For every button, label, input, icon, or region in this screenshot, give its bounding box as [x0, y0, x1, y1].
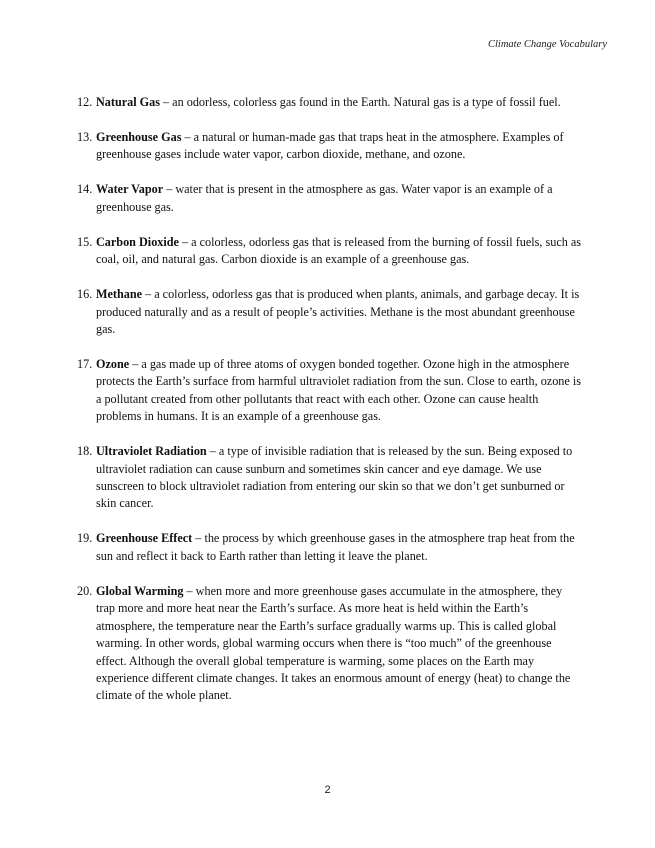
vocab-term: Greenhouse Gas: [96, 130, 182, 144]
item-number: 19.: [77, 531, 93, 546]
vocabulary-list: [77, 94, 582, 722]
vocab-term: Water Vapor: [96, 182, 164, 197]
running-header: Climate Change Vocabulary: [488, 39, 607, 50]
vocab-item-ultraviolet-radiation: [77, 443, 582, 513]
vocab-item-ozone: [77, 356, 582, 426]
vocab-item-greenhouse-gas: [77, 129, 582, 164]
vocab-definition: – a gas made up of three atoms of oxygen bonded together. Ozone high in the atmosphere protects the Earth’s surface from harmful ultraviolet radiation from the sun. Close to earth, ozone is a pollutant created from other pollutants that react with each other. Ozone can cause health problems in humans. It is an example of a greenhouse gas.: [96, 357, 581, 424]
vocab-definition: – a natural or human-made gas that traps heat in the atmosphere. Examples of greenhouse gases include water vapor, carbon dioxide, methane, and ozone.: [96, 130, 564, 162]
vocab-item-carbon-dioxide: [77, 234, 582, 269]
item-number: 13.: [77, 130, 93, 144]
vocab-term: Greenhouse Effect: [96, 531, 193, 546]
vocab-definition: – a colorless, odorless gas that is produced when plants, animals, and garbage decay. It is produced naturally and as a result of people’s activities. Methane is the most abundant greenhouse gas.: [96, 287, 580, 337]
vocab-definition: – an odorless, colorless gas found in the Earth. Natural gas is a type of fossil fuel.: [159, 95, 561, 109]
vocab-item-greenhouse-effect: [77, 530, 582, 565]
item-number: 16.: [77, 287, 93, 302]
item-number: 14.: [77, 182, 93, 197]
vocab-term: Global Warming: [96, 583, 184, 598]
vocab-definition: – when more and more greenhouse gases accumulate in the atmosphere, they trap more and more heat near the Earth’s surface. As more heat is held within the Earth’s atmosphere, the temperature near the Earth’s surface gradually warms up. This is called global warming. In other words, global warming occurs when there is “too much” of the greenhouse effect. Although the overall global temperature is warming, some places on the Earth may experience different climate changes. It takes an enormous amount of energy (heat) to change the climate of the whole planet.: [96, 583, 571, 703]
vocab-term: Ultraviolet Radiation: [96, 444, 207, 459]
vocab-term: Carbon Dioxide: [96, 234, 179, 249]
item-number: 17.: [77, 357, 93, 372]
vocab-definition: – the process by which greenhouse gases in the atmosphere trap heat from the sun and reflect it back to Earth rather than letting it leave the planet.: [96, 531, 575, 563]
vocab-definition: – water that is present in the atmosphere as gas. Water vapor is an example of a greenhouse gas.: [96, 182, 553, 214]
vocab-item-water-vapor: [77, 181, 582, 216]
item-number: 15.: [77, 234, 93, 249]
page-number: 2: [324, 784, 331, 796]
item-number: 18.: [77, 444, 93, 459]
vocab-item-methane: [77, 286, 582, 338]
vocab-term: Natural Gas: [96, 95, 160, 109]
vocab-definition: – a type of invisible radiation that is released by the sun. Being exposed to ultraviolet radiation can cause sunburn and sometimes skin cancer and eye damage. We use sunscreen to block ultraviolet radiation from entering our skin so that we don’t get sunburned or skin cancer.: [96, 444, 573, 511]
vocab-definition: – a colorless, odorless gas that is released from the burning of fossil fuels, such as coal, oil, and natural gas. Carbon dioxide is an example of a greenhouse gas.: [96, 234, 582, 267]
vocab-term: Ozone: [96, 357, 130, 372]
vocab-item-global-warming: [77, 583, 582, 705]
item-number: 20.: [77, 583, 93, 598]
item-number: 12.: [77, 95, 93, 109]
vocab-item-natural-gas: [77, 94, 582, 111]
vocab-term: Methane: [96, 287, 143, 302]
